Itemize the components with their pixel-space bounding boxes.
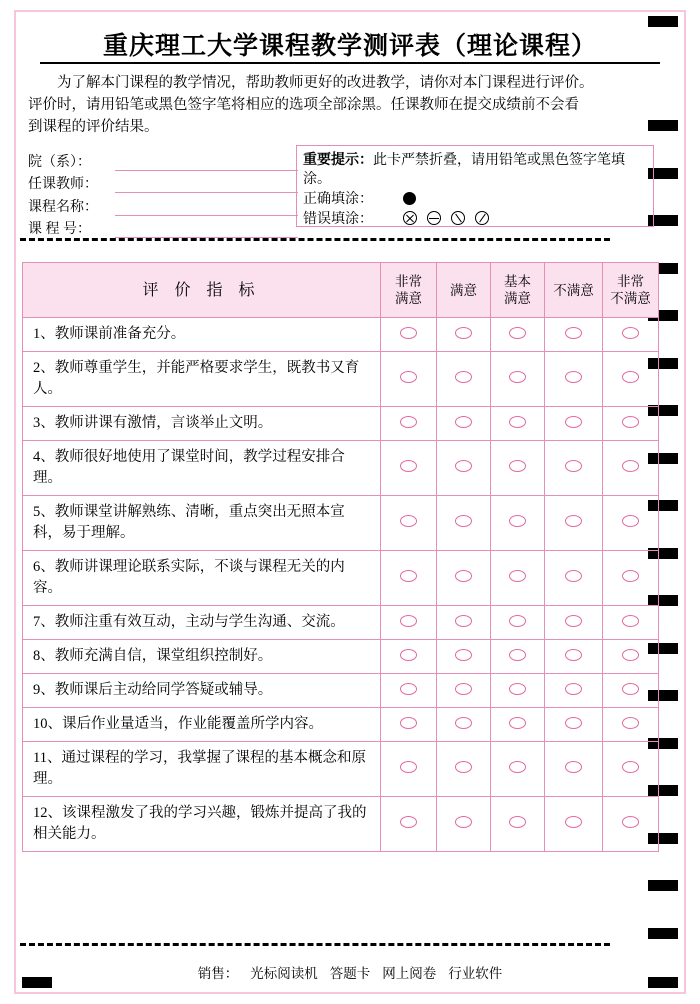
answer-bubble-cell[interactable] — [437, 496, 491, 551]
footer-label: 销售： — [197, 966, 239, 981]
answer-bubble-cell[interactable] — [381, 674, 437, 708]
answer-bubble-icon[interactable] — [455, 416, 472, 428]
table-row — [23, 496, 659, 551]
answer-bubble-cell[interactable] — [381, 797, 437, 852]
answer-bubble-cell[interactable] — [603, 318, 659, 352]
table-row — [23, 797, 659, 852]
answer-bubble-icon[interactable] — [400, 327, 417, 339]
header-option-2: 满意 — [437, 263, 491, 318]
answer-bubble-cell[interactable] — [491, 708, 545, 742]
table-row — [23, 551, 659, 606]
table-row — [23, 708, 659, 742]
answer-bubble-icon[interactable] — [622, 816, 639, 828]
answer-bubble-icon[interactable] — [400, 649, 417, 661]
evaluation-table-wrapper — [22, 262, 658, 852]
table-row — [23, 742, 659, 797]
answer-bubble-icon[interactable] — [565, 416, 582, 428]
table-row — [23, 352, 659, 407]
answer-bubble-icon[interactable] — [509, 570, 526, 582]
answer-bubble-icon[interactable] — [622, 327, 639, 339]
frame-top-border — [14, 10, 686, 12]
wrong-fill-row — [303, 209, 649, 227]
answer-bubble-icon[interactable] — [400, 816, 417, 828]
answer-bubble-icon[interactable] — [509, 717, 526, 729]
answer-bubble-cell[interactable] — [545, 441, 603, 496]
header-option-4: 不满意 — [545, 263, 603, 318]
answer-bubble-icon[interactable] — [509, 460, 526, 472]
footer-item-2: 答题卡 — [329, 966, 371, 981]
answer-bubble-icon[interactable] — [622, 761, 639, 773]
answer-bubble-icon[interactable] — [565, 649, 582, 661]
answer-bubble-icon[interactable] — [400, 416, 417, 428]
answer-bubble-icon[interactable] — [565, 717, 582, 729]
answer-bubble-cell[interactable] — [603, 352, 659, 407]
question-text: 5、教师课堂讲解熟练、清晰，重点突出无照本宣科，易于理解。 — [23, 496, 381, 551]
answer-bubble-icon[interactable] — [509, 327, 526, 339]
answer-bubble-cell[interactable] — [437, 441, 491, 496]
info-label-department: 院（系）： — [28, 154, 91, 170]
wrong-fill-label: 错误填涂： — [303, 212, 373, 227]
header-option-1: 非常 满意 — [381, 263, 437, 318]
table-row — [23, 441, 659, 496]
answer-bubble-cell[interactable] — [437, 640, 491, 674]
answer-bubble-cell[interactable] — [437, 407, 491, 441]
answer-bubble-icon[interactable] — [455, 371, 472, 383]
answer-bubble-icon[interactable] — [509, 371, 526, 383]
answer-bubble-icon[interactable] — [565, 570, 582, 582]
answer-bubble-icon[interactable] — [455, 570, 472, 582]
answer-bubble-icon[interactable] — [622, 371, 639, 383]
answer-bubble-icon[interactable] — [400, 570, 417, 582]
answer-bubble-cell[interactable] — [603, 640, 659, 674]
answer-bubble-cell[interactable] — [437, 551, 491, 606]
answer-bubble-icon[interactable] — [400, 717, 417, 729]
answer-bubble-icon[interactable] — [509, 615, 526, 627]
answer-bubble-icon[interactable] — [509, 515, 526, 527]
answer-bubble-icon[interactable] — [622, 683, 639, 695]
answer-bubble-cell[interactable] — [437, 742, 491, 797]
answer-bubble-cell[interactable] — [545, 742, 603, 797]
answer-bubble-icon[interactable] — [622, 615, 639, 627]
answer-bubble-icon[interactable] — [455, 460, 472, 472]
table-row — [23, 674, 659, 708]
answer-bubble-icon[interactable] — [622, 460, 639, 472]
correct-fill-label: 正确填涂： — [303, 192, 373, 207]
answer-bubble-cell[interactable] — [381, 318, 437, 352]
header-option-5: 非常 不满意 — [603, 263, 659, 318]
dashed-separator-top — [20, 238, 610, 241]
answer-bubble-cell[interactable] — [491, 742, 545, 797]
answer-bubble-cell[interactable] — [437, 674, 491, 708]
info-label-course-number: 课 程 号： — [28, 222, 91, 237]
evaluation-table — [22, 262, 659, 852]
answer-bubble-icon[interactable] — [509, 761, 526, 773]
answer-bubble-icon[interactable] — [400, 683, 417, 695]
backslash-circle-icon — [475, 211, 489, 225]
dashed-separator-bottom — [20, 943, 610, 946]
answer-bubble-cell[interactable] — [545, 551, 603, 606]
answer-bubble-cell[interactable] — [491, 797, 545, 852]
answer-bubble-icon[interactable] — [400, 371, 417, 383]
timing-mark — [648, 928, 678, 939]
notice-text-row — [303, 151, 649, 189]
frame-left-border — [14, 10, 16, 994]
answer-bubble-icon[interactable] — [455, 327, 472, 339]
info-row-course-name — [28, 193, 298, 216]
answer-bubble-icon[interactable] — [509, 649, 526, 661]
answer-bubble-cell[interactable] — [545, 708, 603, 742]
answer-bubble-cell[interactable] — [491, 496, 545, 551]
footer-item-3: 网上阅卷 — [382, 966, 437, 981]
question-text: 9、教师课后主动给同学答疑或辅导。 — [23, 674, 381, 708]
intro-line-1: 为了解本门课程的教学情况，帮助教师更好的改进教学，请你对本门课程进行评价。 — [57, 75, 594, 91]
dash-circle-icon — [427, 211, 441, 225]
answer-bubble-cell[interactable] — [437, 708, 491, 742]
info-label-teacher: 任课教师： — [28, 177, 98, 192]
answer-bubble-cell[interactable] — [381, 640, 437, 674]
answer-bubble-cell[interactable] — [491, 640, 545, 674]
answer-bubble-cell[interactable] — [603, 797, 659, 852]
table-row — [23, 318, 659, 352]
info-row-department — [28, 148, 298, 171]
frame-bottom-border — [14, 992, 686, 994]
answer-bubble-cell[interactable] — [437, 352, 491, 407]
answer-bubble-icon[interactable] — [455, 615, 472, 627]
cross-circle-icon — [403, 211, 417, 225]
answer-bubble-icon[interactable] — [565, 615, 582, 627]
answer-bubble-icon[interactable] — [400, 515, 417, 527]
answer-bubble-cell[interactable] — [491, 352, 545, 407]
question-text: 2、教师尊重学生，并能严格要求学生，既教书又育人。 — [23, 352, 381, 407]
answer-bubble-cell[interactable] — [381, 441, 437, 496]
answer-bubble-cell[interactable] — [603, 441, 659, 496]
answer-bubble-cell[interactable] — [437, 318, 491, 352]
answer-bubble-cell[interactable] — [381, 496, 437, 551]
answer-bubble-icon[interactable] — [565, 816, 582, 828]
answer-bubble-cell[interactable] — [545, 606, 603, 640]
slash-circle-icon — [451, 211, 465, 225]
wrong-marks-group — [403, 211, 489, 225]
important-notice-box — [296, 145, 654, 227]
intro-line-3: 到课程的评价结果。 — [28, 119, 159, 135]
answer-bubble-cell[interactable] — [545, 640, 603, 674]
answer-bubble-cell[interactable] — [545, 407, 603, 441]
footer-item-1: 光标阅读机 — [250, 966, 318, 981]
course-info-block — [28, 148, 298, 238]
info-input-course-name[interactable] — [115, 199, 298, 216]
answer-bubble-cell[interactable] — [603, 551, 659, 606]
table-row — [23, 407, 659, 441]
answer-bubble-cell[interactable] — [603, 708, 659, 742]
info-label-course-name: 课程名称： — [28, 199, 98, 215]
answer-bubble-cell[interactable] — [603, 742, 659, 797]
answer-bubble-cell[interactable] — [437, 606, 491, 640]
question-text: 6、教师讲课理论联系实际，不谈与课程无关的内容。 — [23, 551, 381, 606]
answer-bubble-icon[interactable] — [565, 515, 582, 527]
answer-bubble-icon[interactable] — [565, 327, 582, 339]
answer-bubble-icon[interactable] — [400, 615, 417, 627]
answer-bubble-cell[interactable] — [603, 606, 659, 640]
info-input-course-number[interactable] — [115, 221, 298, 238]
answer-bubble-icon[interactable] — [455, 717, 472, 729]
answer-bubble-icon[interactable] — [455, 683, 472, 695]
question-text: 10、课后作业量适当，作业能覆盖所学内容。 — [23, 708, 381, 742]
answer-bubble-cell[interactable] — [381, 407, 437, 441]
answer-bubble-icon[interactable] — [455, 515, 472, 527]
timing-mark — [648, 880, 678, 891]
answer-bubble-icon[interactable] — [565, 460, 582, 472]
correct-fill-row — [303, 189, 649, 207]
question-text: 1、教师课前准备充分。 — [23, 318, 381, 352]
answer-bubble-icon[interactable] — [455, 649, 472, 661]
info-input-teacher[interactable] — [115, 176, 298, 193]
info-input-department[interactable] — [115, 154, 298, 171]
info-row-course-number — [28, 216, 298, 239]
header-option-3: 基本 满意 — [491, 263, 545, 318]
answer-bubble-cell[interactable] — [545, 496, 603, 551]
answer-bubble-icon[interactable] — [622, 515, 639, 527]
answer-bubble-icon[interactable] — [509, 683, 526, 695]
table-row — [23, 640, 659, 674]
answer-bubble-cell[interactable] — [603, 674, 659, 708]
answer-bubble-icon[interactable] — [622, 570, 639, 582]
frame-right-border — [684, 10, 686, 994]
answer-bubble-icon[interactable] — [565, 761, 582, 773]
answer-bubble-icon[interactable] — [400, 761, 417, 773]
answer-bubble-cell[interactable] — [545, 797, 603, 852]
answer-bubble-cell[interactable] — [545, 352, 603, 407]
table-row — [23, 606, 659, 640]
answer-bubble-cell[interactable] — [381, 352, 437, 407]
answer-bubble-icon[interactable] — [455, 761, 472, 773]
header-indicator: 评 价 指 标 — [23, 263, 381, 318]
answer-bubble-icon[interactable] — [622, 416, 639, 428]
answer-bubble-icon[interactable] — [509, 816, 526, 828]
answer-bubble-cell[interactable] — [491, 606, 545, 640]
table-header-row — [23, 263, 659, 318]
notice-text: 此卡严禁折叠，请用铅笔或黑色签字笔填涂。 — [303, 153, 625, 187]
answer-bubble-icon[interactable] — [565, 683, 582, 695]
answer-bubble-icon[interactable] — [622, 649, 639, 661]
page-title: 重庆理工大学课程教学测评表（理论课程） — [102, 33, 597, 60]
answer-bubble-cell[interactable] — [603, 407, 659, 441]
question-text: 7、教师注重有效互动，主动与学生沟通、交流。 — [23, 606, 381, 640]
answer-bubble-cell[interactable] — [545, 318, 603, 352]
question-text: 4、教师很好地使用了课堂时间，教学过程安排合理。 — [23, 441, 381, 496]
filled-bubble-icon — [403, 192, 416, 205]
question-text: 12、该课程激发了我的学习兴趣，锻炼并提高了我的相关能力。 — [23, 797, 381, 852]
answer-bubble-cell[interactable] — [491, 674, 545, 708]
fill-examples — [303, 189, 649, 229]
question-text: 8、教师充满自信，课堂组织控制好。 — [23, 640, 381, 674]
answer-bubble-icon[interactable] — [455, 816, 472, 828]
question-text: 11、通过课程的学习，我掌握了课程的基本概念和原理。 — [23, 742, 381, 797]
answer-bubble-icon[interactable] — [400, 460, 417, 472]
footer — [0, 962, 700, 982]
answer-bubble-cell[interactable] — [381, 742, 437, 797]
answer-bubble-cell[interactable] — [381, 606, 437, 640]
info-row-teacher — [28, 171, 298, 194]
answer-bubble-cell[interactable] — [491, 318, 545, 352]
answer-bubble-icon[interactable] — [565, 371, 582, 383]
footer-item-4: 行业软件 — [448, 966, 503, 981]
intro-line-2: 评价时，请用铅笔或黑色签字笔将相应的选项全部涂黑。任课教师在提交成绩前不会看 — [28, 97, 579, 113]
notice-prefix: 重要提示： — [303, 153, 373, 168]
intro-paragraph — [28, 72, 672, 138]
answer-bubble-cell[interactable] — [491, 441, 545, 496]
answer-bubble-cell[interactable] — [437, 797, 491, 852]
answer-bubble-cell[interactable] — [603, 496, 659, 551]
question-text: 3、教师讲课有激情，言谈举止文明。 — [23, 407, 381, 441]
answer-bubble-icon[interactable] — [509, 416, 526, 428]
answer-bubble-cell[interactable] — [491, 407, 545, 441]
answer-bubble-cell[interactable] — [545, 674, 603, 708]
answer-bubble-icon[interactable] — [622, 717, 639, 729]
answer-bubble-cell[interactable] — [491, 551, 545, 606]
answer-bubble-cell[interactable] — [381, 551, 437, 606]
title-underline — [40, 62, 660, 64]
answer-bubble-cell[interactable] — [381, 708, 437, 742]
